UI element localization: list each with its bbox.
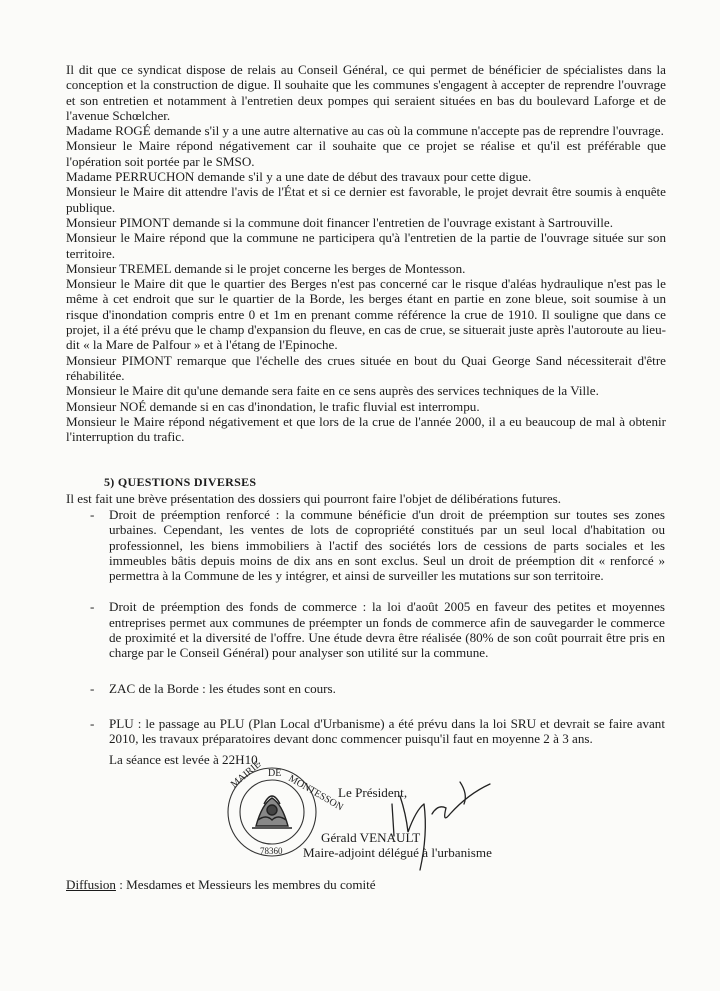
list-item-text: Droit de préemption des fonds de commerce : la loi d'août 2005 en faveur des petites et moyennes entreprises permet aux communes de préempter un fonds de commerce afin de sauvegarder le commerce de proximité et la diversité de l'offre. Une étude devra être réalisée (80% de son coût pourrait être pris en charge par le Conseil Général) pour analyser son utilité sur la commune. — [109, 599, 665, 661]
paragraph: Monsieur le Maire dit que le quartier des Berges n'est pas concerné car le risque d'aléas hydraulique n'est pas le même à cet endroit que sur le quartier de la Borde, les berges étant en partie en zone bleue, soit soumise à un risque d'inondation compris entre 0 et 1m en prenant comme référence la crue de 1910. Il souligne que dans ce projet, il a été prévu que le champ d'expansion du fleuve, en cas de crue, se situerait juste après l'autoroute au lieu-dit « la Mare de Palfour » et à l'étang de l'Epinoche. — [66, 276, 666, 353]
paragraph: Monsieur TREMEL demande si le projet concerne les berges de Montesson. — [66, 260, 466, 276]
distribution-text: : Mesdames et Messieurs les membres du comité — [115, 877, 376, 892]
svg-text:MONTESSON: MONTESSON — [286, 773, 345, 814]
paragraph: Monsieur le Maire répond négativement car il souhaite que ce projet se réalise et qu'il est préférable que l'opération soit portée par le SMSO. — [66, 138, 666, 169]
list-item — [90, 681, 665, 696]
list-item-text: Droit de préemption renforcé : la commune bénéficie d'un droit de préemption sur toutes ses zones urbaines. Cependant, les ventes de lots de copropriété constitués par un seul local d'habitation ou professionnel, les biens immobiliers à l'actif des sociétés lors de cessions de parts sociales et les immeubles bâtis depuis moins de dix ans en sont exclus. Seul un droit de préemption dit « renforcé » permettra à la Commune de les y intégrer, et ainsi de surveiller les mutations sur son territoire. — [109, 507, 665, 584]
list-item — [90, 507, 665, 583]
list-item — [90, 716, 665, 747]
paragraph: Monsieur le Maire dit qu'une demande sera faite en ce sens auprès des services techniques de la Ville. — [66, 383, 599, 399]
paragraph: Monsieur le Maire répond négativement et que lors de la crue de l'année 2000, il a eu beaucoup de mal à obtenir l'interruption du trafic. — [66, 413, 666, 445]
minutes-body — [66, 62, 666, 444]
bullet-list — [90, 507, 665, 747]
handwritten-signature — [372, 774, 502, 874]
paragraph: Il dit que ce syndicat dispose de relais au Conseil Général, ce qui permet de bénéficier de spécialistes dans la conception et la construction de digue. Il souhaite que les communes s'engagent à accepter de reprendre l'ouvrage et son entretien et notamment à l'entretien deux pompes qui seraient situées en bas du boulevard Laforge et de l'avenue Schœlcher. — [66, 62, 666, 123]
paragraph: Monsieur le Maire répond que la commune ne participera qu'à l'entretien de la partie de l'ouvrage située sur son territoire. — [66, 230, 666, 261]
signatory-name: Gérald VENAULT — [321, 830, 421, 845]
distribution-label: Diffusion — [66, 877, 116, 892]
paragraph: Monsieur NOÉ demande si en cas d'inondation, le trafic fluvial est interrompu. — [66, 398, 480, 414]
signatory-role: Maire-adjoint délégué à l'urbanisme — [303, 845, 492, 860]
paragraph: Monsieur le Maire dit attendre l'avis de l'État et si ce dernier est favorable, le projet devrait être soumis à enquête publique. — [66, 184, 666, 215]
paragraph: Madame PERRUCHON demande s'il y a une date de début des travaux pour cette digue. — [66, 169, 532, 185]
closing-line: La séance est levée à 22H10. — [109, 752, 261, 767]
signatory-title: Le Président, — [338, 785, 408, 800]
svg-text:DE: DE — [268, 768, 282, 779]
section-intro: Il est fait une brève présentation des dossiers qui pourront faire l'objet de délibérations futures. — [66, 491, 562, 506]
distribution-line — [66, 877, 376, 893]
section-heading: 5) QUESTIONS DIVERSES — [104, 475, 257, 489]
list-item-text: ZAC de la Borde : les études sont en cours. — [109, 680, 336, 696]
svg-text:78360: 78360 — [260, 846, 283, 856]
dash-marker: - — [90, 680, 95, 696]
dash-marker: - — [90, 715, 95, 731]
dash-marker: - — [90, 507, 95, 522]
paragraph: Madame ROGÉ demande s'il y a une autre alternative au cas où la commune n'accepte pas de reprendre l'ouvrage. — [66, 123, 664, 139]
svg-text:MAIRIE: MAIRIE — [228, 759, 264, 791]
paragraph: Monsieur PIMONT remarque que l'échelle des crues située en bout du Quai George Sand nécessiterait d'être réhabilitée. — [66, 352, 666, 383]
dash-marker: - — [90, 599, 95, 615]
list-item — [90, 599, 665, 660]
paragraph: Monsieur PIMONT demande si la commune doit financer l'entretien de l'ouvrage existant à Sartrouville. — [66, 214, 613, 230]
list-item-text: PLU : le passage au PLU (Plan Local d'Urbanisme) a été prévu dans la loi SRU et devrait se faire avant 2010, les travaux préparatoires devant donc commencer puisqu'il faut en moyenne 2 à 3 ans. — [109, 715, 665, 747]
